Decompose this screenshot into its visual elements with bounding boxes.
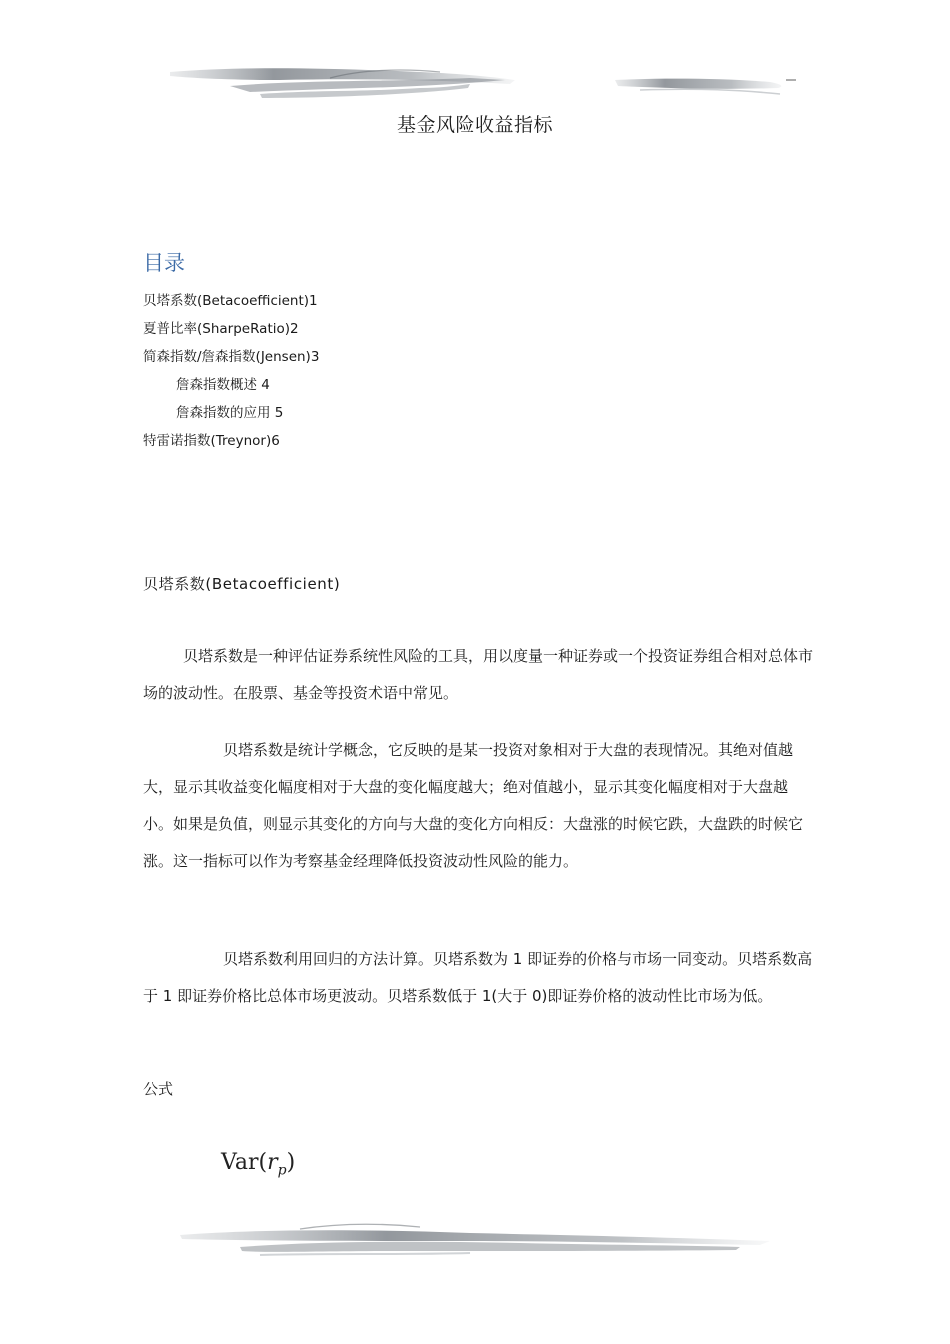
formula-label: 公式 [143,1080,174,1098]
brush-stroke-header-decoration [0,58,950,118]
formula-open-paren: ( [258,1150,268,1175]
toc-item-jensen-overview[interactable]: 詹森指数概述 4 [176,377,270,393]
document-title: 基金风险收益指标 [396,114,553,136]
toc-item-treynor[interactable]: 特雷诺指数(Treynor)6 [143,433,280,449]
paragraph-beta-statistics: 贝塔系数是统计学概念，它反映的是某一投资对象相对于大盘的表现情况。其绝对值越大，显示其收益变化幅度相对于大盘的变化幅度越大；绝对值越小，显示其变化幅度相对于大盘越小。如果是负值，则显示其变化的方向与大盘的变化方向相反：大盘涨的时候它跌，大盘跌的时候它涨。这一指标可以作为考察基金经理降低投资波动性风险的能力。 [143,741,804,870]
toc-item-beta[interactable]: 贝塔系数(Betacoefficient)1 [143,293,318,309]
toc-item-jensen-application[interactable]: 詹森指数的应用 5 [176,405,284,421]
formula-close-paren: ) [286,1150,296,1175]
formula-variable: r [267,1150,278,1175]
section-heading-beta: 贝塔系数(Betacoefficient) [143,575,341,593]
toc-item-sharpe[interactable]: 夏普比率(SharpeRatio)2 [143,321,299,337]
toc-item-jensen[interactable]: 简森指数/詹森指数(Jensen)3 [143,349,320,365]
table-of-contents [143,290,319,458]
paragraph-beta-calculation: 贝塔系数利用回归的方法计算。贝塔系数为 1 即证券的价格与市场一同变动。贝塔系数高于 1 即证券价格比总体市场更波动。贝塔系数低于 1(大于 0)即证券价格的波动性比市场为低。 [143,950,813,1005]
formula-subscript: p [277,1162,287,1179]
variance-formula [221,1150,295,1178]
formula-function: Var [221,1150,259,1175]
toc-heading: 目录 [143,251,185,275]
paragraph-beta-definition: 贝塔系数是一种评估证券系统性风险的工具，用以度量一种证券或一个投资证券组合相对总体市场的波动性。在股票、基金等投资术语中常见。 [143,647,814,702]
brush-stroke-footer-decoration [0,1215,950,1275]
